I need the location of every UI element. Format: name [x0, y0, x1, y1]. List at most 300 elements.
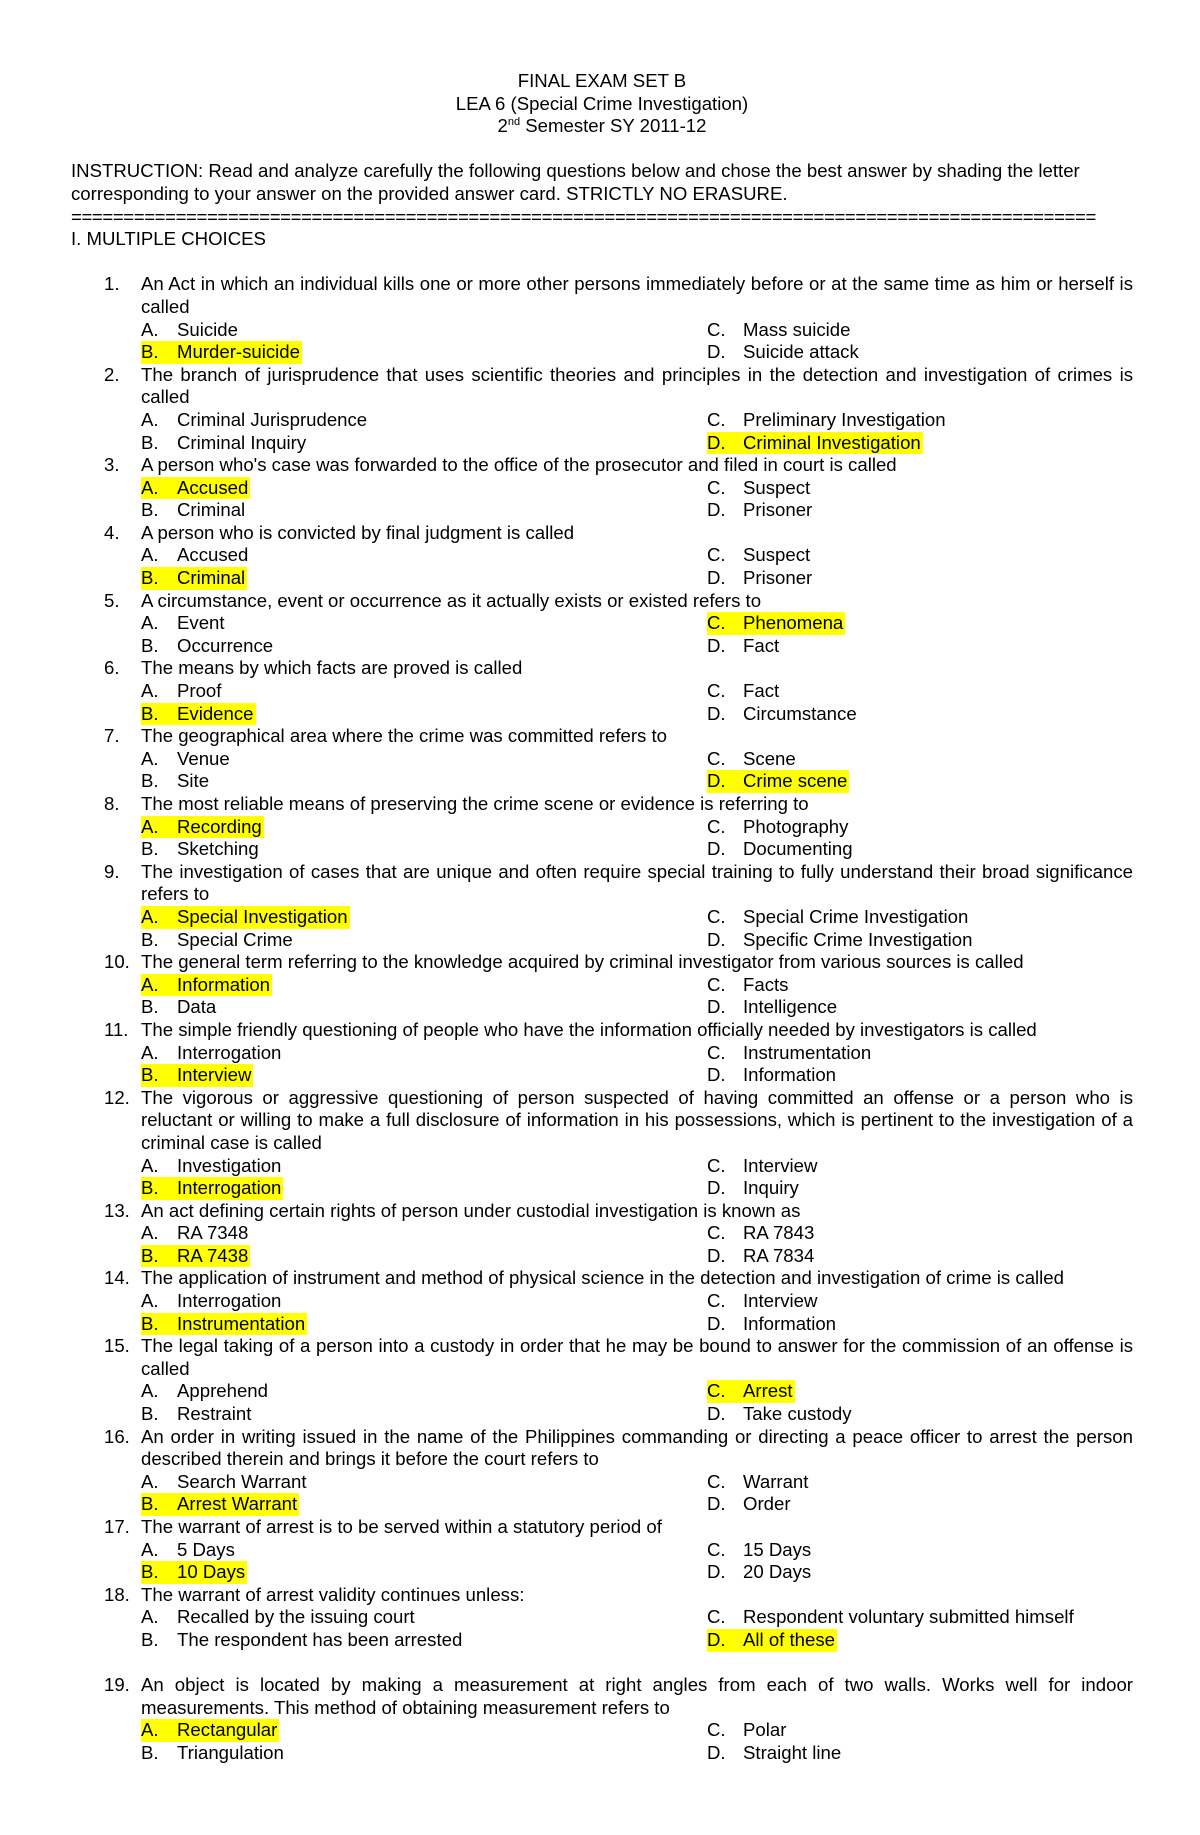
option-a-content	[141, 1380, 268, 1401]
option-text: Intelligence	[743, 996, 838, 1018]
section-spacer	[71, 251, 1133, 274]
option-text: Interview	[743, 1154, 818, 1176]
option-text: Apprehend	[177, 1380, 268, 1402]
option-text: Suspect	[743, 544, 811, 566]
option-letter: D.	[707, 838, 726, 860]
option-b-content	[141, 996, 216, 1017]
question-number: 11.	[104, 1018, 129, 1040]
option-a	[141, 1471, 707, 1494]
question-item	[71, 1200, 1133, 1268]
option-letter: D.	[707, 567, 726, 589]
option-letter: B.	[141, 1561, 159, 1583]
option-b-content	[141, 1742, 284, 1763]
option-text: Information	[743, 1312, 837, 1334]
option-a	[141, 1290, 707, 1313]
option-text: Recalled by the issuing court	[177, 1606, 415, 1628]
question-text: The most reliable means of preserving the crime scene or evidence is referring to	[141, 793, 809, 814]
option-d-content	[707, 1561, 811, 1582]
question-item	[71, 1674, 1133, 1764]
correct-answer-highlight	[141, 1493, 299, 1516]
option-c-content	[707, 544, 810, 565]
option-a-content	[141, 409, 367, 430]
question-number: 12.	[104, 1086, 130, 1108]
option-letter: A.	[141, 318, 159, 340]
option-letter: A.	[141, 1606, 159, 1628]
option-b-content	[141, 1629, 462, 1650]
question-number: 2.	[104, 363, 120, 385]
option-a	[141, 319, 707, 342]
option-d-content	[707, 1064, 836, 1085]
option-text: 20 Days	[743, 1561, 812, 1583]
option-letter: C.	[707, 612, 726, 634]
option-text: Special Investigation	[177, 905, 348, 927]
answer-options	[141, 1719, 1133, 1764]
option-text: Specific Crime Investigation	[743, 928, 973, 950]
option-a	[141, 544, 707, 567]
option-letter: B.	[141, 1403, 159, 1425]
option-text: Restraint	[177, 1403, 252, 1425]
correct-answer-highlight	[141, 567, 247, 590]
question-number: 15.	[104, 1335, 130, 1357]
question-text: The investigation of cases that are unique and often require special training to fully understand their broad significance refers to	[141, 860, 1133, 905]
option-letter: D.	[707, 431, 726, 453]
question-number: 17.	[104, 1516, 130, 1537]
option-b	[141, 1245, 707, 1268]
option-a	[141, 1155, 707, 1178]
question-spacer	[71, 1652, 1133, 1675]
correct-answer-highlight	[141, 477, 250, 500]
option-letter: D.	[707, 1561, 726, 1583]
option-letter: C.	[707, 1719, 726, 1741]
option-c	[707, 319, 1133, 342]
question-item	[71, 1335, 1133, 1425]
option-text: 5 Days	[177, 1538, 235, 1560]
option-c	[707, 1471, 1133, 1494]
option-text: Criminal	[177, 499, 246, 521]
option-text: Special Crime Investigation	[743, 905, 969, 927]
option-text: Respondent voluntary submitted himself	[743, 1606, 1074, 1628]
option-a-content	[141, 1539, 235, 1560]
question-number: 19.	[104, 1674, 130, 1696]
question-number: 13.	[104, 1199, 130, 1221]
option-letter: D.	[707, 1628, 726, 1650]
option-d	[707, 1561, 1133, 1584]
question-text: A person who's case was forwarded to the office of the prosecutor and filed in court is called	[141, 454, 897, 476]
option-letter: C.	[707, 1538, 726, 1560]
option-text: Suicide	[177, 318, 238, 340]
option-b	[141, 929, 707, 952]
option-letter: B.	[141, 1244, 159, 1266]
option-a-content	[141, 1155, 281, 1176]
answer-options	[141, 1539, 1133, 1584]
option-letter: A.	[141, 1041, 159, 1063]
option-text: Prisoner	[743, 499, 813, 521]
option-text: Site	[177, 770, 210, 792]
option-letter: A.	[141, 747, 159, 769]
option-letter: B.	[141, 928, 159, 950]
option-d-content	[707, 1177, 799, 1198]
option-c	[707, 612, 1133, 635]
option-text: Preliminary Investigation	[743, 408, 946, 430]
option-b	[141, 703, 707, 726]
option-letter: A.	[141, 680, 159, 702]
option-text: Data	[177, 996, 217, 1018]
answer-options	[141, 1155, 1133, 1200]
option-d-content	[707, 341, 859, 362]
option-letter: C.	[707, 1222, 726, 1244]
option-letter: C.	[707, 905, 726, 927]
option-b	[141, 1064, 707, 1087]
option-b-content	[141, 838, 259, 859]
option-b	[141, 341, 707, 364]
question-number: 18.	[104, 1583, 130, 1605]
option-d	[707, 1064, 1133, 1087]
course-title: LEA 6 (Special Crime Investigation)	[455, 92, 749, 114]
option-letter: B.	[141, 1177, 159, 1199]
option-b	[141, 1493, 707, 1516]
option-d	[707, 1177, 1133, 1200]
option-c	[707, 816, 1133, 839]
option-d	[707, 567, 1133, 590]
option-c-content	[707, 906, 968, 927]
option-d-content	[707, 1403, 852, 1424]
question-number: 9.	[104, 860, 120, 882]
option-c	[707, 1719, 1133, 1742]
option-letter: B.	[141, 1628, 159, 1650]
option-a	[141, 906, 707, 929]
option-a	[141, 1222, 707, 1245]
question-item	[71, 1426, 1133, 1516]
option-text: Order	[743, 1493, 791, 1515]
option-text: Special Crime	[177, 928, 293, 950]
option-letter: A.	[141, 815, 159, 837]
option-d	[707, 635, 1133, 658]
semester-rest: Semester SY 2011-12	[520, 115, 707, 137]
option-b	[141, 996, 707, 1019]
option-letter: C.	[707, 1041, 726, 1063]
option-letter: B.	[141, 1741, 159, 1763]
option-text: Crime scene	[743, 770, 848, 792]
option-a	[141, 1606, 707, 1629]
option-a	[141, 409, 707, 432]
option-letter: D.	[707, 1312, 726, 1334]
correct-answer-highlight	[141, 906, 350, 929]
option-text: Accused	[177, 544, 249, 566]
option-a	[141, 1719, 707, 1742]
option-letter: B.	[141, 567, 159, 589]
option-text: RA 7834	[743, 1244, 815, 1266]
correct-answer-highlight	[141, 703, 256, 726]
option-letter: D.	[707, 702, 726, 724]
option-letter: C.	[707, 544, 726, 566]
option-letter: A.	[141, 973, 159, 995]
question-text: The warrant of arrest validity continues unless:	[141, 1583, 525, 1605]
answer-options	[141, 319, 1133, 364]
option-text: Interrogation	[177, 1290, 282, 1312]
correct-answer-highlight	[141, 1561, 247, 1584]
answer-options	[141, 409, 1133, 454]
option-letter: C.	[707, 1470, 726, 1492]
correct-answer-highlight	[141, 1064, 253, 1087]
answer-options	[141, 1606, 1133, 1651]
option-b-content	[141, 432, 306, 453]
option-text: Interrogation	[177, 1041, 282, 1063]
option-b-content	[141, 770, 209, 791]
question-text: The branch of jurisprudence that uses scientific theories and principles in the detection and investigation of crimes is called	[141, 363, 1133, 408]
answer-options	[141, 1222, 1133, 1267]
option-letter: C.	[707, 815, 726, 837]
option-d-content	[707, 1245, 814, 1266]
correct-answer-highlight	[707, 432, 923, 455]
option-d	[707, 1403, 1133, 1426]
option-c	[707, 1155, 1133, 1178]
option-d	[707, 499, 1133, 522]
answer-options	[141, 612, 1133, 657]
option-c	[707, 906, 1133, 929]
question-item	[71, 364, 1133, 454]
option-a-content	[141, 612, 225, 633]
option-letter: A.	[141, 476, 159, 498]
option-b	[141, 1313, 707, 1336]
option-letter: A.	[141, 612, 159, 634]
question-number: 8.	[104, 793, 120, 814]
option-letter: A.	[141, 905, 159, 927]
option-text: Fact	[743, 680, 780, 702]
option-letter: B.	[141, 1312, 159, 1334]
option-c-content	[707, 1471, 808, 1492]
question-item	[71, 1267, 1133, 1335]
option-text: Phenomena	[743, 612, 844, 634]
correct-answer-highlight	[141, 341, 302, 364]
option-letter: D.	[707, 1177, 726, 1199]
question-number: 1.	[104, 273, 120, 295]
answer-options	[141, 1290, 1133, 1335]
option-text: Evidence	[177, 702, 254, 724]
option-c-content	[707, 1719, 786, 1740]
question-text: The simple friendly questioning of people who have the information officially needed by investigators is called	[141, 1018, 1037, 1040]
option-text: Search Warrant	[177, 1470, 307, 1492]
option-text: Triangulation	[177, 1741, 284, 1763]
option-d-content	[707, 499, 812, 520]
question-item	[71, 454, 1133, 522]
option-d-content	[707, 635, 779, 656]
option-text: All of these	[743, 1628, 835, 1650]
question-text: An act defining certain rights of person under custodial investigation is known as	[141, 1199, 801, 1221]
question-item	[71, 951, 1133, 1019]
option-d	[707, 1742, 1133, 1765]
option-letter: D.	[707, 634, 726, 656]
question-item	[71, 861, 1133, 951]
option-c-content	[707, 1222, 814, 1243]
option-text: Circumstance	[743, 702, 857, 724]
answer-options	[141, 544, 1133, 589]
option-text: Photography	[743, 815, 849, 837]
option-letter: B.	[141, 702, 159, 724]
option-letter: D.	[707, 341, 726, 363]
option-text: Suicide attack	[743, 341, 859, 363]
correct-answer-highlight	[141, 1313, 307, 1336]
option-b	[141, 770, 707, 793]
option-d-content	[707, 1742, 841, 1763]
correct-answer-highlight	[707, 1380, 795, 1403]
answer-options	[141, 1471, 1133, 1516]
option-d	[707, 432, 1133, 455]
question-text: An Act in which an individual kills one or more other persons immediately before or at the same time as him or herself is called	[141, 273, 1133, 317]
option-a	[141, 477, 707, 500]
option-c	[707, 1606, 1133, 1629]
option-letter: D.	[707, 1741, 726, 1763]
option-letter: C.	[707, 408, 726, 430]
option-letter: C.	[707, 1154, 726, 1176]
divider-line: ==================================================================================================	[71, 205, 1096, 227]
option-c	[707, 1539, 1133, 1562]
question-number: 16.	[104, 1425, 130, 1447]
option-d	[707, 1493, 1133, 1516]
semester-number: 2	[497, 115, 508, 137]
option-d	[707, 1245, 1133, 1268]
option-letter: C.	[707, 680, 726, 702]
option-a	[141, 612, 707, 635]
option-b	[141, 1403, 707, 1426]
option-d	[707, 838, 1133, 861]
option-d	[707, 770, 1133, 793]
option-b	[141, 1561, 707, 1584]
option-c-content	[707, 816, 848, 837]
option-text: Suspect	[743, 476, 811, 498]
correct-answer-highlight	[141, 1245, 250, 1268]
option-c-content	[707, 1155, 817, 1176]
question-text: The means by which facts are proved is called	[141, 657, 523, 679]
option-text: 15 Days	[743, 1538, 812, 1560]
option-letter: B.	[141, 838, 159, 860]
question-text: The application of instrument and method of physical science in the detection and investigation of crime is called	[141, 1267, 1064, 1289]
question-text: A circumstance, event or occurrence as it actually exists or existed refers to	[141, 589, 762, 611]
option-c	[707, 974, 1133, 997]
question-item	[71, 793, 1133, 861]
option-text: Arrest Warrant	[177, 1493, 298, 1515]
option-b	[141, 635, 707, 658]
option-text: Rectangular	[177, 1719, 278, 1741]
question-item	[71, 590, 1133, 658]
option-b	[141, 567, 707, 590]
option-text: Accused	[177, 476, 249, 498]
option-letter: C.	[707, 1290, 726, 1312]
option-text: Recording	[177, 815, 262, 837]
option-text: Warrant	[743, 1470, 809, 1492]
option-text: Information	[743, 1064, 837, 1086]
option-d	[707, 1629, 1133, 1652]
option-letter: B.	[141, 1064, 159, 1086]
exam-content	[71, 70, 1133, 1765]
option-d	[707, 996, 1133, 1019]
question-number: 4.	[104, 521, 120, 543]
option-c-content	[707, 680, 779, 701]
option-b	[141, 838, 707, 861]
option-text: Instrumentation	[743, 1041, 872, 1063]
question-number: 6.	[104, 657, 120, 679]
option-a-content	[141, 748, 230, 769]
option-c-content	[707, 319, 850, 340]
option-a-content	[141, 1471, 307, 1492]
option-b-content	[141, 499, 245, 520]
option-letter: A.	[141, 1380, 159, 1402]
option-letter: D.	[707, 1493, 726, 1515]
option-d-content	[707, 1313, 836, 1334]
question-item	[71, 1087, 1133, 1200]
option-text: Prisoner	[743, 567, 813, 589]
option-a	[141, 748, 707, 771]
option-b-content	[141, 1403, 251, 1424]
option-letter: C.	[707, 747, 726, 769]
option-letter: A.	[141, 1470, 159, 1492]
option-text: 10 Days	[177, 1561, 246, 1583]
option-d-content	[707, 1493, 791, 1514]
option-a	[141, 816, 707, 839]
option-a-content	[141, 544, 248, 565]
option-text: Proof	[177, 680, 222, 702]
option-a-content	[141, 319, 238, 340]
question-text: The warrant of arrest is to be served within a statutory period of	[141, 1516, 662, 1537]
question-text: The geographical area where the crime was committed refers to	[141, 725, 668, 747]
option-text: Murder-suicide	[177, 341, 300, 363]
option-text: Inquiry	[743, 1177, 799, 1199]
correct-answer-highlight	[707, 612, 845, 635]
instruction-text: INSTRUCTION: Read and analyze carefully the following questions below and chose the best answer by shading the letter corresponding to your answer on the provided answer card. STRICTLY NO ERASURE.	[71, 160, 1080, 204]
correct-answer-highlight	[141, 1719, 279, 1742]
option-a-content	[141, 680, 221, 701]
question-number: 10.	[104, 951, 130, 973]
semester-suffix: nd	[507, 116, 521, 128]
question-list	[71, 273, 1133, 1764]
answer-options	[141, 1380, 1133, 1425]
option-text: Information	[177, 973, 271, 995]
option-letter: D.	[707, 1064, 726, 1086]
option-letter: D.	[707, 1244, 726, 1266]
option-letter: B.	[141, 996, 159, 1018]
option-text: Criminal	[177, 567, 246, 589]
option-c	[707, 748, 1133, 771]
option-c	[707, 680, 1133, 703]
option-b	[141, 432, 707, 455]
option-text: Interview	[177, 1064, 252, 1086]
option-letter: D.	[707, 770, 726, 792]
option-text: Investigation	[177, 1154, 282, 1176]
option-letter: A.	[141, 1222, 159, 1244]
option-c	[707, 1290, 1133, 1313]
question-item	[71, 1584, 1133, 1652]
option-text: Interrogation	[177, 1177, 282, 1199]
option-c	[707, 1042, 1133, 1065]
option-text: Criminal Investigation	[743, 431, 921, 453]
option-letter: A.	[141, 1719, 159, 1741]
option-letter: C.	[707, 318, 726, 340]
question-item	[71, 522, 1133, 590]
option-b	[141, 499, 707, 522]
option-c-content	[707, 1606, 1074, 1627]
question-text: The legal taking of a person into a custody in order that he may be bound to answer for the commission of an offense is called	[141, 1335, 1133, 1379]
option-a-content	[141, 1290, 281, 1311]
option-letter: D.	[707, 928, 726, 950]
option-b	[141, 1177, 707, 1200]
question-text: An object is located by making a measurement at right angles from each of two walls. Works well for indoor measurements. This method of obtaining measurement refers to	[141, 1674, 1133, 1718]
answer-options	[141, 906, 1133, 951]
option-c-content	[707, 1290, 817, 1311]
option-letter: B.	[141, 499, 159, 521]
question-text: An order in writing issued in the name of the Philippines commanding or directing a peace officer to arrest the person described therein and brings it before the court refers to	[141, 1425, 1133, 1470]
option-text: Criminal Jurisprudence	[177, 408, 368, 430]
option-a	[141, 1539, 707, 1562]
option-text: RA 7348	[177, 1222, 249, 1244]
